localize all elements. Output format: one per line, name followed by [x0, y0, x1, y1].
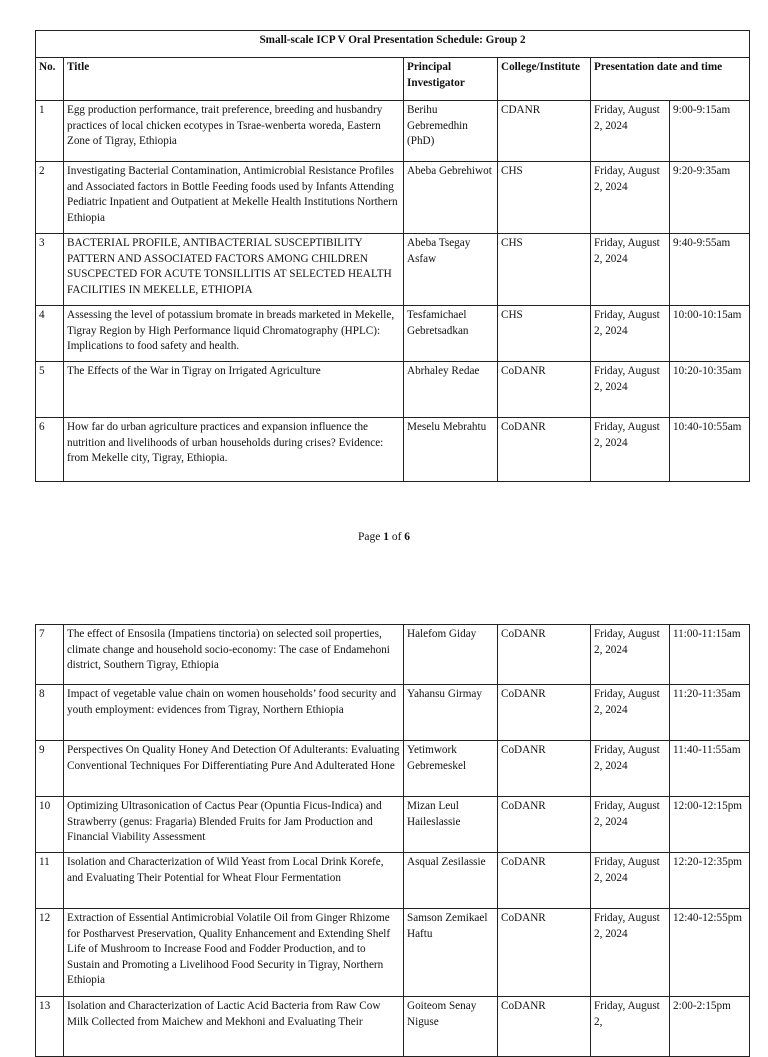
row-number: 9 [36, 741, 64, 797]
row-date: Friday, August 2, 2024 [591, 625, 670, 685]
row-college: CHS [498, 234, 591, 306]
header-presentation: Presentation date and time [591, 58, 750, 101]
row-time: 11:40-11:55am [670, 741, 750, 797]
table-row [36, 685, 750, 741]
row-number: 10 [36, 797, 64, 853]
row-title: Perspectives On Quality Honey And Detection Of Adulterants: Evaluating Conventional Techniques For Differentiating Pure And Adulterated Hone [64, 741, 404, 797]
row-date: Friday, August 2, 2024 [591, 234, 670, 306]
row-number: 12 [36, 909, 64, 997]
row-principal-investigator: Yetimwork Gebremeskel [404, 741, 498, 797]
header-no: No. [36, 58, 64, 101]
row-college: CHS [498, 162, 591, 234]
table-row [36, 625, 750, 685]
schedule-table-page-2 [35, 624, 750, 1057]
table-row [36, 997, 750, 1057]
row-principal-investigator: Tesfamichael Gebretsadkan [404, 306, 498, 362]
table-row [36, 741, 750, 797]
row-principal-investigator: Halefom Giday [404, 625, 498, 685]
row-principal-investigator: Abeba Tsegay Asfaw [404, 234, 498, 306]
header-principal-investigator: Principal Investigator [404, 58, 498, 101]
row-college: CoDANR [498, 418, 591, 482]
row-time: 9:00-9:15am [670, 101, 750, 162]
row-number: 5 [36, 362, 64, 418]
table-row [36, 909, 750, 997]
page-current: 1 [383, 531, 389, 543]
row-principal-investigator: Yahansu Girmay [404, 685, 498, 741]
row-principal-investigator: Mizan Leul Haileslassie [404, 797, 498, 853]
table-row [36, 234, 750, 306]
table-title: Small-scale ICP V Oral Presentation Schedule: Group 2 [36, 31, 750, 58]
table-row [36, 362, 750, 418]
row-principal-investigator: Abrhaley Redae [404, 362, 498, 418]
row-date: Friday, August 2, 2024 [591, 418, 670, 482]
row-college: CoDANR [498, 741, 591, 797]
table-row [36, 306, 750, 362]
table-row [36, 101, 750, 162]
row-time: 12:00-12:15pm [670, 797, 750, 853]
row-college: CHS [498, 306, 591, 362]
page-number [0, 531, 768, 543]
row-principal-investigator: Meselu Mebrahtu [404, 418, 498, 482]
page-of: of [388, 531, 405, 543]
row-college: CDANR [498, 101, 591, 162]
row-number: 6 [36, 418, 64, 482]
row-number: 11 [36, 853, 64, 909]
row-time: 2:00-2:15pm [670, 997, 750, 1057]
row-number: 1 [36, 101, 64, 162]
row-time: 10:20-10:35am [670, 362, 750, 418]
row-number: 7 [36, 625, 64, 685]
row-date: Friday, August 2, 2024 [591, 853, 670, 909]
row-title: Assessing the level of potassium bromate in breads marketed in Mekelle, Tigray Region by High Performance liquid Chromatography (HPLC): Implications to food safety and health. [64, 306, 404, 362]
row-time: 12:40-12:55pm [670, 909, 750, 997]
row-principal-investigator: Berihu Gebremedhin (PhD) [404, 101, 498, 162]
row-title: Extraction of Essential Antimicrobial Volatile Oil from Ginger Rhizome for Postharvest Preservation, Quality Enhancement and Extending Shelf Life of Mushroom to Increase Food and Fodder Production, and to Sustain and Promoting a Livelihood Food Security in Tigray, Northern Ethiopia [64, 909, 404, 997]
row-title: Investigating Bacterial Contamination, Antimicrobial Resistance Profiles and Associated factors in Bottle Feeding foods used by Infants Attending Pediatric Inpatient and Outpatient at Mekelle Health Institutions Northern Ethiopia [64, 162, 404, 234]
row-title: The effect of Ensosila (Impatiens tinctoria) on selected soil properties, climate change and household socio-economy: The case of Endamehoni district, Southern Tigray, Ethiopia [64, 625, 404, 685]
row-date: Friday, August 2, 2024 [591, 101, 670, 162]
row-college: CoDANR [498, 997, 591, 1057]
row-date: Friday, August 2, 2024 [591, 741, 670, 797]
table-row [36, 418, 750, 482]
row-title: Impact of vegetable value chain on women households’ food security and youth employment: evidences from Tigray, Northern Ethiopia [64, 685, 404, 741]
row-time: 11:00-11:15am [670, 625, 750, 685]
row-title: Optimizing Ultrasonication of Cactus Pear (Opuntia Ficus-Indica) and Strawberry (genus: Fragaria) Blended Fruits for Jam Production and Financial Viability Assessment [64, 797, 404, 853]
row-college: CoDANR [498, 685, 591, 741]
row-number: 2 [36, 162, 64, 234]
row-time: 11:20-11:35am [670, 685, 750, 741]
row-college: CoDANR [498, 362, 591, 418]
table-row [36, 853, 750, 909]
page-total: 6 [404, 531, 411, 543]
row-date: Friday, August 2, 2024 [591, 362, 670, 418]
row-college: CoDANR [498, 797, 591, 853]
row-title: The Effects of the War in Tigray on Irrigated Agriculture [64, 362, 404, 418]
row-number: 8 [36, 685, 64, 741]
row-title: Egg production performance, trait preference, breeding and husbandry practices of local chicken ecotypes in Tsrae-wenberta woreda, Eastern Zone of Tigray, Ethiopia [64, 101, 404, 162]
row-title: How far do urban agriculture practices and expansion influence the nutrition and livelihoods of urban households during crises? Evidence: from Mekelle city, Tigray, Ethiopia. [64, 418, 404, 482]
row-number: 4 [36, 306, 64, 362]
row-college: CoDANR [498, 625, 591, 685]
row-time: 10:40-10:55am [670, 418, 750, 482]
table-row [36, 797, 750, 853]
row-time: 10:00-10:15am [670, 306, 750, 362]
row-date: Friday, August 2, [591, 997, 670, 1057]
row-principal-investigator: Goiteom Senay Niguse [404, 997, 498, 1057]
row-date: Friday, August 2, 2024 [591, 685, 670, 741]
row-number: 3 [36, 234, 64, 306]
row-number: 13 [36, 997, 64, 1057]
row-time: 9:40-9:55am [670, 234, 750, 306]
schedule-table-page-1 [35, 30, 750, 482]
row-college: CoDANR [498, 853, 591, 909]
row-date: Friday, August 2, 2024 [591, 909, 670, 997]
row-title: Isolation and Characterization of Lactic Acid Bacteria from Raw Cow Milk Collected from Maichew and Mekhoni and Evaluating Their [64, 997, 404, 1057]
header-college: College/Institute [498, 58, 591, 101]
row-title: Isolation and Characterization of Wild Yeast from Local Drink Korefe, and Evaluating Their Potential for Wheat Flour Fermentation [64, 853, 404, 909]
row-principal-investigator: Samson Zemikael Haftu [404, 909, 498, 997]
row-date: Friday, August 2, 2024 [591, 797, 670, 853]
row-college: CoDANR [498, 909, 591, 997]
row-title: BACTERIAL PROFILE, ANTIBACTERIAL SUSCEPTIBILITY PATTERN AND ASSOCIATED FACTORS AMONG CHILDREN SUSCPECTED FOR ACUTE TONSILLITIS AT SELECTED HEALTH FACILITIES IN MEKELLE, ETHIOPIA [64, 234, 404, 306]
page-prefix: Page [357, 531, 384, 543]
row-principal-investigator: Abeba Gebrehiwot [404, 162, 498, 234]
row-time: 12:20-12:35pm [670, 853, 750, 909]
header-title: Title [64, 58, 404, 101]
row-date: Friday, August 2, 2024 [591, 306, 670, 362]
row-time: 9:20-9:35am [670, 162, 750, 234]
row-date: Friday, August 2, 2024 [591, 162, 670, 234]
row-principal-investigator: Asqual Zesilassie [404, 853, 498, 909]
table-row [36, 162, 750, 234]
